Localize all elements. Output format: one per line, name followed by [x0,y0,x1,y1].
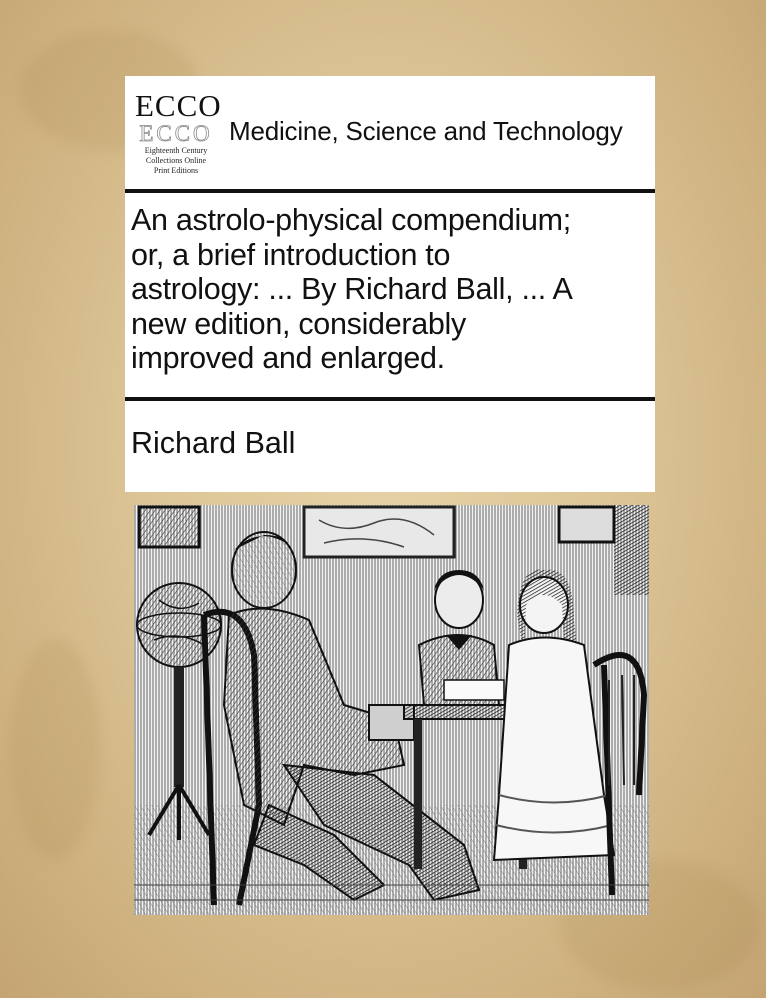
cover-illustration [134,505,649,915]
engraving-illustration [134,505,649,915]
logo-line-3: Print Editions [153,166,199,175]
title-line: astrology: ... By Richard Ball, ... A [131,272,573,307]
top-rule [125,189,655,193]
logo-mark-outline: ECCO [139,121,213,146]
logo-line-1: Eighteenth Century [144,146,208,155]
bottom-rule [125,397,655,401]
title-line: An astrolo-physical compendium; [131,203,571,237]
title-line: new edition, considerably [131,306,466,341]
cover-panel [125,76,655,492]
title-line: improved and enlarged. [131,341,445,376]
series-header [125,76,655,189]
logo-mark: ECCO [135,88,222,123]
title-line: or, a brief introduction to [131,237,451,272]
book-title [131,203,651,376]
series-title: Medicine, Science and Technology [229,116,623,146]
logo-line-2: Collections Online [145,156,207,165]
author-name: Richard Ball [131,426,296,460]
ecco-logo [135,88,222,180]
